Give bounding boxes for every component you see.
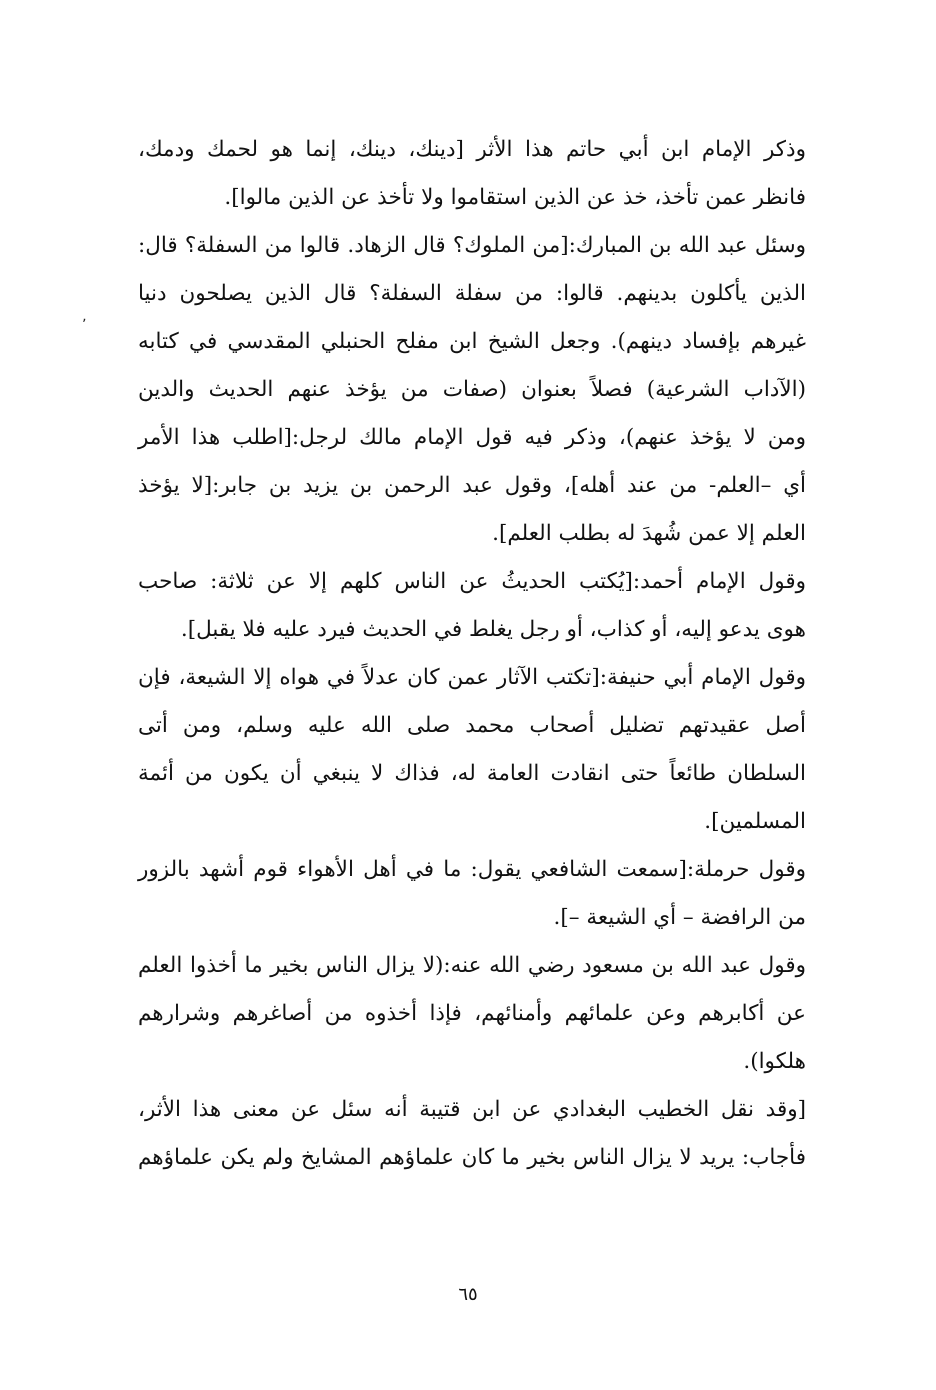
text-line: هوى يدعو إليه، أو كذاب، أو رجل يغلط في الحديث فيرد عليه فلا يقبل]. xyxy=(180,617,806,642)
text-line: وقول الإمام أحمد:[يُكتب الحديثُ عن الناس كلهم إلا عن ثلاثة: صاحب xyxy=(138,569,806,594)
text-line: فأجاب: يريد لا يزال الناس بخير ما كان علماؤهم المشايخ ولم يكن علماؤهم xyxy=(138,1145,806,1170)
text-line: وقول حرملة:[سمعت الشافعي يقول: ما في أهل الأهواء قوم أشهد بالزور xyxy=(138,857,806,882)
text-line: (الآداب الشرعية) فصلاً بعنوان (صفات من يؤخذ عنهم الحديث والدين xyxy=(138,377,806,402)
text-line: فانظر عمن تأخذ، خذ عن الذين استقاموا ولا تأخذ عن الذين مالوا]. xyxy=(224,185,806,210)
text-line: الذين يأكلون بدينهم. قالوا: من سفلة السفلة؟ قال الذين يصلحون دنيا xyxy=(138,281,806,306)
text-line: غيرهم بإفساد دينهم). وجعل الشيخ ابن مفلح الحنبلي المقدسي في كتابه xyxy=(138,329,806,354)
body-text xyxy=(138,126,806,1182)
page-number: ٦٥ xyxy=(458,1284,478,1305)
text-line: من الرافضة – أي الشيعة –]. xyxy=(553,905,806,930)
margin-mark: ٬ xyxy=(82,317,87,333)
text-line: وقول الإمام أبي حنيفة:[تكتب الآثار عمن كان عدلاً في هواه إلا الشيعة، فإن xyxy=(138,665,806,690)
text-line: العلم إلا عمن شُهدَ له بطلب العلم]. xyxy=(492,521,806,546)
text-line: [وقد نقل الخطيب البغدادي عن ابن قتيبة أنه سئل عن معنى هذا الأثر، xyxy=(138,1097,806,1122)
text-line: السلطان طائعاً حتى انقادت العامة له، فذاك لا ينبغي أن يكون من أئمة xyxy=(138,761,806,786)
text-line: ومن لا يؤخذ عنهم)، وذكر فيه قول الإمام مالك لرجل:[اطلب هذا الأمر xyxy=(138,425,806,450)
text-line: أي –العلم- من عند أهله]، وقول عبد الرحمن بن يزيد بن جابر:[لا يؤخذ xyxy=(138,473,806,498)
text-line: عن أكابرهم وعن علمائهم وأمنائهم، فإذا أخذوه من أصاغرهم وشرارهم xyxy=(138,1001,806,1026)
text-line: المسلمين]. xyxy=(704,809,806,834)
text-line: وذكر الإمام ابن أبي حاتم هذا الأثر [دينك، دينك، إنما هو لحمك ودمك، xyxy=(138,137,806,162)
text-line: وسئل عبد الله بن المبارك:[من الملوك؟ قال الزهاد. قالوا من السفلة؟ قال: xyxy=(138,233,806,258)
text-line: هلكوا). xyxy=(743,1049,806,1074)
text-line: وقول عبد الله بن مسعود رضي الله عنه:(لا يزال الناس بخير ما أخذوا العلم xyxy=(138,953,806,978)
text-line: أصل عقيدتهم تضليل أصحاب محمد صلى الله عليه وسلم، ومن أتى xyxy=(138,713,806,738)
